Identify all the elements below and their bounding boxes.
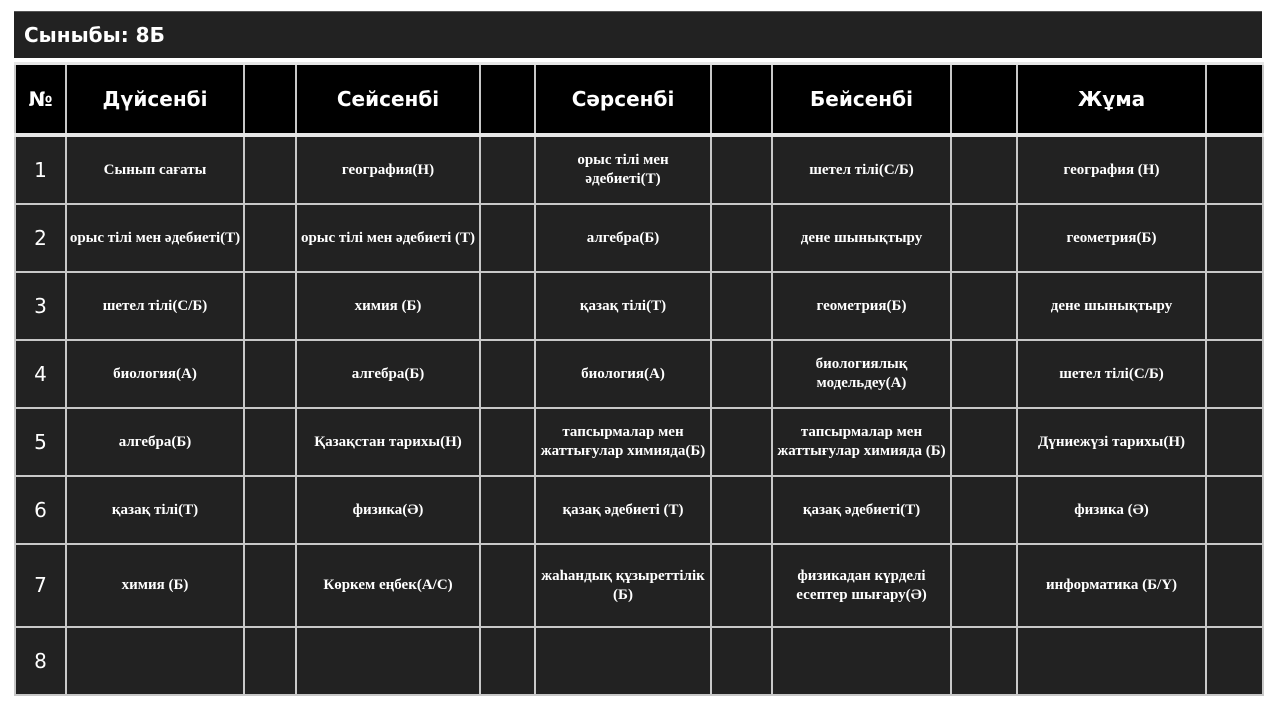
spacer-cell <box>244 627 296 695</box>
lesson-cell: география (Н) <box>1017 135 1206 204</box>
spacer-cell <box>951 135 1017 204</box>
lesson-cell <box>772 627 951 695</box>
lesson-cell: информатика (Б/Ү) <box>1017 544 1206 627</box>
spacer-cell <box>480 408 535 476</box>
lesson-cell: алгебра(Б) <box>296 340 480 408</box>
lesson-cell: шетел тілі(С/Б) <box>772 135 951 204</box>
spacer-cell <box>951 204 1017 272</box>
lesson-cell: қазақ әдебиеті(Т) <box>772 476 951 544</box>
lesson-cell: биология(А) <box>66 340 244 408</box>
spacer-cell <box>711 627 772 695</box>
lesson-cell: геометрия(Б) <box>772 272 951 340</box>
spacer-cell <box>1206 408 1263 476</box>
lesson-cell: шетел тілі(С/Б) <box>1017 340 1206 408</box>
spacer-cell <box>711 272 772 340</box>
header-day-wednesday: Сәрсенбі <box>535 64 711 136</box>
spacer-cell <box>244 476 296 544</box>
spacer-cell <box>711 408 772 476</box>
lesson-cell: химия (Б) <box>66 544 244 627</box>
lesson-cell: география(Н) <box>296 135 480 204</box>
spacer-cell <box>244 204 296 272</box>
spacer-cell <box>711 544 772 627</box>
lesson-cell: дене шынықтыру <box>1017 272 1206 340</box>
lesson-number: 6 <box>15 476 66 544</box>
spacer-cell <box>480 135 535 204</box>
header-spacer <box>1206 64 1263 136</box>
lesson-number: 2 <box>15 204 66 272</box>
spacer-cell <box>244 408 296 476</box>
spacer-cell <box>1206 272 1263 340</box>
spacer-cell <box>1206 340 1263 408</box>
header-spacer <box>711 64 772 136</box>
spacer-cell <box>244 340 296 408</box>
class-title-bar <box>14 11 1262 58</box>
spacer-cell <box>711 476 772 544</box>
lesson-cell: Қазақстан тарихы(Н) <box>296 408 480 476</box>
header-day-monday: Дүйсенбі <box>66 64 244 136</box>
lesson-number: 5 <box>15 408 66 476</box>
lesson-cell: алгебра(Б) <box>66 408 244 476</box>
lesson-cell <box>535 627 711 695</box>
header-spacer <box>480 64 535 136</box>
lesson-cell: Дүниежүзі тарихы(Н) <box>1017 408 1206 476</box>
lesson-cell: тапсырмалар мен жаттығулар химияда (Б) <box>772 408 951 476</box>
lesson-cell: дене шынықтыру <box>772 204 951 272</box>
spacer-cell <box>244 272 296 340</box>
lesson-cell: физика (Ә) <box>1017 476 1206 544</box>
spacer-cell <box>1206 135 1263 204</box>
lesson-number: 7 <box>15 544 66 627</box>
schedule-table <box>14 62 1264 696</box>
spacer-cell <box>1206 627 1263 695</box>
lesson-cell: биология(А) <box>535 340 711 408</box>
table-row <box>15 476 1263 544</box>
table-row <box>15 340 1263 408</box>
lesson-cell: орыс тілі мен әдебиеті(Т) <box>535 135 711 204</box>
spacer-cell <box>244 135 296 204</box>
header-spacer <box>951 64 1017 136</box>
lesson-cell: Сынып сағаты <box>66 135 244 204</box>
spacer-cell <box>480 544 535 627</box>
table-row <box>15 135 1263 204</box>
lesson-number: 8 <box>15 627 66 695</box>
header-day-tuesday: Сейсенбі <box>296 64 480 136</box>
table-row <box>15 627 1263 695</box>
table-row <box>15 272 1263 340</box>
spacer-cell <box>1206 476 1263 544</box>
table-row <box>15 544 1263 627</box>
lesson-cell: қазақ әдебиеті (Т) <box>535 476 711 544</box>
header-num: № <box>15 64 66 136</box>
spacer-cell <box>480 204 535 272</box>
lesson-cell: жаһандық құзыреттілік (Б) <box>535 544 711 627</box>
lesson-cell: қазақ тілі(Т) <box>535 272 711 340</box>
spacer-cell <box>951 476 1017 544</box>
lesson-cell: биологиялық модельдеу(А) <box>772 340 951 408</box>
spacer-cell <box>951 408 1017 476</box>
lesson-cell: орыс тілі мен әдебиеті(Т) <box>66 204 244 272</box>
header-row <box>15 64 1263 136</box>
spacer-cell <box>480 476 535 544</box>
spacer-cell <box>480 272 535 340</box>
lesson-cell: Көркем еңбек(А/С) <box>296 544 480 627</box>
lesson-cell: орыс тілі мен әдебиеті (Т) <box>296 204 480 272</box>
spacer-cell <box>1206 204 1263 272</box>
lesson-cell: шетел тілі(С/Б) <box>66 272 244 340</box>
spacer-cell <box>711 204 772 272</box>
header-spacer <box>244 64 296 136</box>
spacer-cell <box>1206 544 1263 627</box>
table-row <box>15 204 1263 272</box>
header-day-thursday: Бейсенбі <box>772 64 951 136</box>
lesson-cell <box>1017 627 1206 695</box>
table-row <box>15 408 1263 476</box>
lesson-cell: геометрия(Б) <box>1017 204 1206 272</box>
spacer-cell <box>951 340 1017 408</box>
lesson-cell: химия (Б) <box>296 272 480 340</box>
lesson-cell: тапсырмалар мен жаттығулар химияда(Б) <box>535 408 711 476</box>
spacer-cell <box>480 627 535 695</box>
header-day-friday: Жұма <box>1017 64 1206 136</box>
lesson-number: 4 <box>15 340 66 408</box>
spacer-cell <box>711 340 772 408</box>
lesson-cell: қазақ тілі(Т) <box>66 476 244 544</box>
lesson-number: 1 <box>15 135 66 204</box>
spacer-cell <box>951 627 1017 695</box>
spacer-cell <box>951 272 1017 340</box>
class-title: Сыныбы: 8Б <box>24 23 165 47</box>
lesson-cell: алгебра(Б) <box>535 204 711 272</box>
lesson-number: 3 <box>15 272 66 340</box>
lesson-cell <box>296 627 480 695</box>
lesson-cell <box>66 627 244 695</box>
spacer-cell <box>711 135 772 204</box>
spacer-cell <box>480 340 535 408</box>
spacer-cell <box>951 544 1017 627</box>
lesson-cell: физика(Ә) <box>296 476 480 544</box>
spacer-cell <box>244 544 296 627</box>
lesson-cell: физикадан күрделі есептер шығару(Ә) <box>772 544 951 627</box>
